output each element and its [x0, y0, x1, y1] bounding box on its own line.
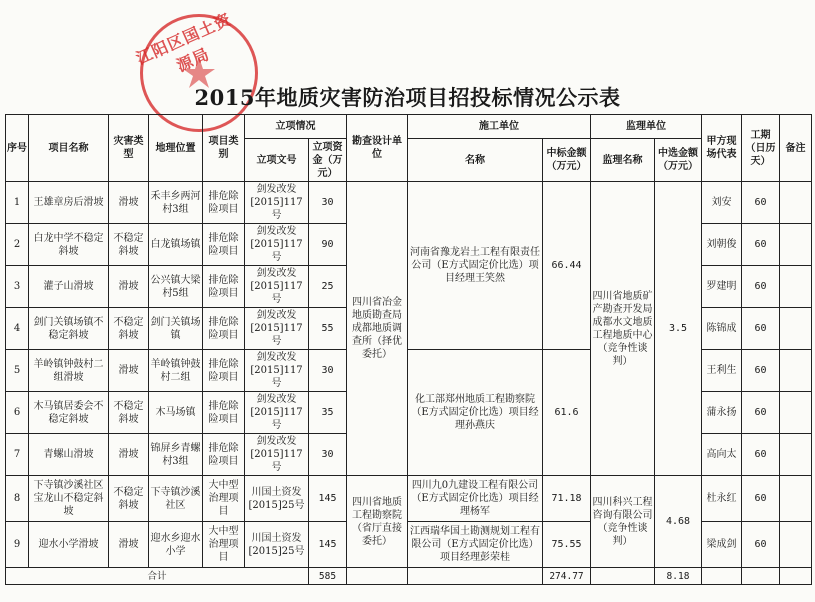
cell-type: 滑坡	[109, 522, 149, 568]
total-fund: 585	[309, 568, 347, 585]
header-duration: 工期（日历天）	[742, 115, 780, 182]
cell-name: 王雄章房后滑坡	[29, 182, 109, 224]
cell-days: 60	[742, 392, 780, 434]
cell-remarks	[780, 476, 812, 522]
cell-supervision-name-2: 四川科兴工程咨询有限公司（竞争性谈判）	[591, 476, 655, 568]
cell-bid-amount-1: 66.44	[543, 182, 591, 350]
cell-type: 不稳定斜坡	[109, 308, 149, 350]
cell-location: 白龙镇场镇	[149, 224, 203, 266]
cell-category: 排危除险项目	[203, 350, 245, 392]
cell-doc: 剑发改发[2015]117号	[245, 350, 309, 392]
cell-rep: 王利生	[702, 350, 742, 392]
cell-doc: 剑发改发[2015]117号	[245, 434, 309, 476]
header-remarks: 备注	[780, 115, 812, 182]
cell-seq: 7	[6, 434, 29, 476]
cell-construction-name-1: 河南省豫龙岩土工程有限责任公司（E方式固定价比选）项目经理王笑然	[408, 182, 543, 350]
header-disaster-type: 灾害类型	[109, 115, 149, 182]
cell-fund: 30	[309, 182, 347, 224]
header-survey-unit: 勘查设计单位	[347, 115, 408, 182]
cell-remarks	[780, 434, 812, 476]
header-category: 项目类别	[203, 115, 245, 182]
cell-doc: 剑发改发[2015]117号	[245, 224, 309, 266]
cell-rep: 杜永红	[702, 476, 742, 522]
cell-name: 剑门关镇场镇不稳定斜坡	[29, 308, 109, 350]
total-supervision: 8.18	[655, 568, 702, 585]
cell-days: 60	[742, 308, 780, 350]
cell-category: 排危除险项目	[203, 224, 245, 266]
header-supervision-name: 监理名称	[591, 139, 655, 182]
cell-type: 不稳定斜坡	[109, 476, 149, 522]
total-supervision-empty	[591, 568, 655, 585]
cell-remarks	[780, 350, 812, 392]
cell-supervision-amount-2: 4.68	[655, 476, 702, 568]
cell-supervision-name-1: 四川省地质矿产勘查开发局成都水文地质工程地质中心（竞争性谈判）	[591, 182, 655, 476]
cell-type: 不稳定斜坡	[109, 392, 149, 434]
cell-seq: 4	[6, 308, 29, 350]
cell-name: 迎水小学滑坡	[29, 522, 109, 568]
cell-type: 滑坡	[109, 434, 149, 476]
cell-category: 大中型治理项目	[203, 522, 245, 568]
cell-seq: 3	[6, 266, 29, 308]
cell-type: 滑坡	[109, 266, 149, 308]
cell-remarks	[780, 266, 812, 308]
cell-fund: 30	[309, 350, 347, 392]
cell-doc: 剑发改发[2015]117号	[245, 182, 309, 224]
cell-location: 公兴镇大梁村5组	[149, 266, 203, 308]
cell-doc: 剑发改发[2015]117号	[245, 266, 309, 308]
cell-survey-unit-2: 四川省地质工程勘察院（省厅直接委托）	[347, 476, 408, 568]
header-location: 地理位置	[149, 115, 203, 182]
total-remarks-empty	[780, 568, 812, 585]
total-days-empty	[742, 568, 780, 585]
cell-location: 木马场镇	[149, 392, 203, 434]
cell-name: 白龙中学不稳定斜坡	[29, 224, 109, 266]
header-party-a-rep: 甲方现场代表	[702, 115, 742, 182]
cell-category: 大中型治理项目	[203, 476, 245, 522]
cell-category: 排危除险项目	[203, 182, 245, 224]
cell-survey-unit-1: 四川省冶金地质勘查局成都地质调查所（择优委托）	[347, 182, 408, 476]
cell-days: 60	[742, 434, 780, 476]
cell-rep: 蒲永扬	[702, 392, 742, 434]
cell-remarks	[780, 308, 812, 350]
cell-rep: 刘安	[702, 182, 742, 224]
header-construction-name: 名称	[408, 139, 543, 182]
cell-name: 木马镇居委会不稳定斜坡	[29, 392, 109, 434]
cell-bid-amount-2: 61.6	[543, 350, 591, 476]
cell-seq: 9	[6, 522, 29, 568]
cell-location: 下寺镇沙溪社区	[149, 476, 203, 522]
total-bid: 274.77	[543, 568, 591, 585]
cell-construction-name-3: 四川九0九建设工程有限公司（E方式固定价比选）项目经理杨军	[408, 476, 543, 522]
cell-fund: 30	[309, 434, 347, 476]
header-row-1	[6, 115, 812, 139]
cell-remarks	[780, 392, 812, 434]
cell-remarks	[780, 522, 812, 568]
cell-name: 青螺山滑坡	[29, 434, 109, 476]
cell-type: 滑坡	[109, 350, 149, 392]
cell-days: 60	[742, 224, 780, 266]
page-title: 2015年地质灾害防治项目招投标情况公示表	[194, 85, 621, 110]
cell-doc: 川国土资发[2015]25号	[245, 522, 309, 568]
cell-name: 灌子山滑坡	[29, 266, 109, 308]
cell-fund: 25	[309, 266, 347, 308]
cell-days: 60	[742, 522, 780, 568]
table-row	[6, 182, 812, 224]
cell-bid-amount-3: 71.18	[543, 476, 591, 522]
cell-rep: 高向太	[702, 434, 742, 476]
cell-type: 滑坡	[109, 182, 149, 224]
total-label: 合计	[6, 568, 309, 585]
cell-category: 排危除险项目	[203, 434, 245, 476]
cell-category: 排危除险项目	[203, 266, 245, 308]
cell-rep: 罗建明	[702, 266, 742, 308]
cell-name: 下寺镇沙溪社区宝龙山不稳定斜坡	[29, 476, 109, 522]
cell-fund: 55	[309, 308, 347, 350]
cell-seq: 1	[6, 182, 29, 224]
header-approval-doc: 立项文号	[245, 139, 309, 182]
cell-rep: 陈锦成	[702, 308, 742, 350]
cell-fund: 145	[309, 522, 347, 568]
cell-type: 不稳定斜坡	[109, 224, 149, 266]
cell-doc: 剑发改发[2015]117号	[245, 308, 309, 350]
cell-bid-amount-4: 75.55	[543, 522, 591, 568]
cell-days: 60	[742, 476, 780, 522]
cell-fund: 145	[309, 476, 347, 522]
header-supervision-group: 监理单位	[591, 115, 702, 139]
header-approval-group: 立项情况	[245, 115, 347, 139]
seal-text: 江阳区国土资源局	[133, 9, 235, 76]
total-row	[6, 568, 812, 585]
total-rep-empty	[702, 568, 742, 585]
cell-rep: 梁成剑	[702, 522, 742, 568]
cell-location: 羊岭镇钟鼓村二组	[149, 350, 203, 392]
cell-seq: 6	[6, 392, 29, 434]
header-supervision-amount: 中选金额（万元）	[655, 139, 702, 182]
header-construction-group: 施工单位	[408, 115, 591, 139]
total-construction-empty	[408, 568, 543, 585]
cell-location: 剑门关镇场镇	[149, 308, 203, 350]
cell-rep: 刘朝俊	[702, 224, 742, 266]
cell-remarks	[780, 182, 812, 224]
header-seq: 序号	[6, 115, 29, 182]
cell-construction-name-4: 江西瑞华国土勘测规划工程有限公司（E方式固定价比选）项目经理彭荣桂	[408, 522, 543, 568]
cell-days: 60	[742, 350, 780, 392]
cell-location: 锦屏乡青螺村3组	[149, 434, 203, 476]
header-approval-fund: 立项资金（万元）	[309, 139, 347, 182]
cell-category: 排危除险项目	[203, 392, 245, 434]
cell-category: 排危除险项目	[203, 308, 245, 350]
cell-days: 60	[742, 182, 780, 224]
header-project-name: 项目名称	[29, 115, 109, 182]
cell-seq: 8	[6, 476, 29, 522]
cell-name: 羊岭镇钟鼓村二组滑坡	[29, 350, 109, 392]
header-bid-amount: 中标金额（万元）	[543, 139, 591, 182]
cell-doc: 剑发改发[2015]117号	[245, 392, 309, 434]
cell-supervision-amount-1: 3.5	[655, 182, 702, 476]
cell-construction-name-2: 化工部郑州地质工程勘察院（E方式固定价比选）项目经理孙燕庆	[408, 350, 543, 476]
cell-location: 迎水乡迎水小学	[149, 522, 203, 568]
cell-fund: 90	[309, 224, 347, 266]
cell-fund: 35	[309, 392, 347, 434]
table-row	[6, 476, 812, 522]
cell-seq: 2	[6, 224, 29, 266]
cell-remarks	[780, 224, 812, 266]
cell-location: 禾丰乡两河村3组	[149, 182, 203, 224]
cell-seq: 5	[6, 350, 29, 392]
cell-doc: 川国土资发[2015]25号	[245, 476, 309, 522]
bid-table	[5, 114, 812, 585]
cell-days: 60	[742, 266, 780, 308]
total-survey-empty	[347, 568, 408, 585]
